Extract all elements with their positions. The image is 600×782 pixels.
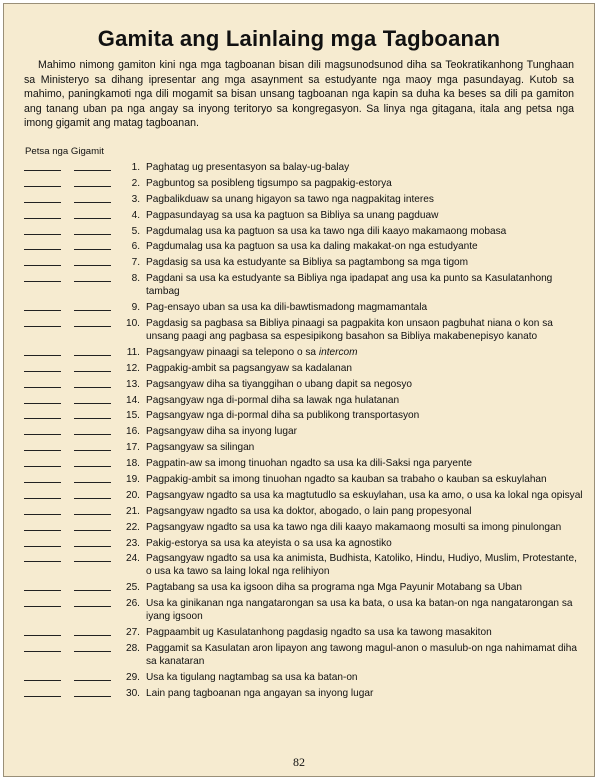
date-blank-1[interactable] [24, 642, 61, 652]
item-number: 13. [125, 378, 140, 390]
date-blank-2[interactable] [74, 209, 111, 219]
date-blank-2[interactable] [74, 317, 111, 327]
date-blank-2[interactable] [74, 642, 111, 652]
worksheet-page [3, 3, 595, 777]
date-blank-1[interactable] [24, 193, 61, 203]
date-blank-2[interactable] [74, 378, 111, 388]
date-blank-2[interactable] [74, 626, 111, 636]
item-number: 28. [125, 643, 140, 655]
column-label: Petsa nga Gigamit [25, 146, 104, 157]
item-text: Pagpatin-aw sa imong tinuohan ngadto sa usa ka dili-Saksi nga paryente [146, 458, 473, 470]
date-blank-1[interactable] [24, 272, 61, 282]
date-blank-1[interactable] [24, 394, 61, 404]
item-number: 17. [125, 442, 140, 454]
list-item [24, 552, 584, 578]
date-blank-1[interactable] [24, 489, 61, 499]
page-number: 82 [293, 755, 305, 769]
item-text: Pagdasig sa usa ka estudyante sa Bibliya sa pagtambong sa mga tigom [146, 257, 469, 269]
item-text: Pag-ensayo uban sa usa ka dili-bawtismadong magmamantala [146, 302, 428, 314]
date-blank-1[interactable] [24, 473, 61, 483]
item-number: 19. [125, 474, 140, 486]
date-blank-2[interactable] [74, 362, 111, 372]
date-blank-2[interactable] [74, 597, 111, 607]
item-number: 7. [131, 257, 140, 269]
list-item [24, 505, 584, 518]
item-text: Pagdasig sa pagbasa sa Bibliya pinaagi sa pagpakita kon unsaon pagbuhat niana o kon sa unsang paagi ang pagbasa sa espesipikong basahon sa Bibliya makabenepisyo kanato [146, 318, 553, 343]
list-item [24, 597, 584, 623]
list-item [24, 425, 584, 438]
date-blank-2[interactable] [74, 521, 111, 531]
date-blank-2[interactable] [74, 409, 111, 419]
item-number: 24. [125, 553, 140, 565]
item-number: 3. [131, 193, 140, 205]
item-number: 12. [125, 362, 140, 374]
list-item [24, 521, 584, 534]
date-blank-1[interactable] [24, 581, 61, 591]
date-blank-2[interactable] [74, 425, 111, 435]
item-text: Pagdani sa usa ka estudyante sa Bibliya nga ipadapat ang usa ka punto sa Kasulatanhong tambag [146, 273, 553, 298]
item-text: Pagdumalag usa ka pagtuon sa usa ka tawo nga dili kaayo makamaong mobasa [146, 225, 507, 237]
item-number: 26. [125, 598, 140, 610]
list-item [24, 362, 584, 375]
item-number: 14. [125, 394, 140, 406]
date-blank-2[interactable] [74, 240, 111, 250]
date-blank-1[interactable] [24, 552, 61, 562]
item-text: Pagpasundayag sa usa ka pagtuon sa Bibliya sa unang pagduaw [146, 209, 439, 221]
item-text: Lain pang tagboanan nga angayan sa inyong lugar [146, 687, 374, 699]
date-blank-1[interactable] [24, 209, 61, 219]
item-text: Pagpaambit ug Kasulatanhong pagdasig ngadto sa usa ka tawong masakiton [146, 627, 492, 639]
list-item [24, 473, 584, 486]
list-item [24, 687, 584, 700]
item-text: Pagbuntog sa posibleng tigsumpo sa pagpakig-estorya [146, 177, 392, 189]
item-number: 2. [131, 177, 140, 189]
item-text: Pagsangyaw ngadto sa usa ka tawo nga dili kaayo makamaong mosulti sa imong pinulongan [146, 521, 562, 533]
date-blank-1[interactable] [24, 177, 61, 187]
list-item [24, 378, 584, 391]
date-blank-1[interactable] [24, 671, 61, 681]
date-blank-2[interactable] [74, 177, 111, 187]
assignment-list [24, 161, 584, 703]
date-blank-1[interactable] [24, 362, 61, 372]
item-text: Pagpakig-ambit sa imong tinuohan ngadto sa kauban sa trabaho o kauban sa eskuylahan [146, 474, 547, 486]
date-blank-1[interactable] [24, 626, 61, 636]
list-item [24, 489, 584, 502]
list-item [24, 256, 584, 269]
list-item [24, 346, 584, 359]
list-item [24, 581, 584, 594]
item-text: Pagsangyaw pinaagi sa telepono o sa intercom [146, 346, 358, 358]
list-item [24, 457, 584, 470]
date-blank-2[interactable] [74, 346, 111, 356]
item-number: 6. [131, 241, 140, 253]
list-item [24, 161, 584, 174]
item-number: 21. [125, 505, 140, 517]
date-blank-2[interactable] [74, 581, 111, 591]
date-blank-2[interactable] [74, 537, 111, 547]
date-blank-2[interactable] [74, 687, 111, 697]
list-item [24, 441, 584, 454]
item-number: 11. [126, 346, 140, 358]
list-item [24, 671, 584, 684]
item-number: 29. [125, 671, 140, 683]
item-text: Pagsangyaw ngadto sa usa ka magtutudlo sa eskuylahan, usa ka amo, o usa ka lokal nga opisyal [146, 489, 583, 501]
item-text: Pagpakig-ambit sa pagsangyaw sa kadalanan [146, 362, 352, 374]
date-blank-1[interactable] [24, 505, 61, 515]
date-blank-2[interactable] [74, 671, 111, 681]
date-blank-2[interactable] [74, 457, 111, 467]
item-number: 1. [131, 162, 140, 173]
date-blank-1[interactable] [24, 409, 61, 419]
date-blank-2[interactable] [74, 161, 111, 171]
item-number: 23. [125, 537, 140, 549]
item-number: 9. [131, 302, 140, 314]
item-number: 30. [125, 687, 140, 699]
page-title: Gamita ang Lainlaing mga Tagboanan [97, 26, 501, 51]
item-text: Pagsangyaw nga di-pormal diha sa lawak nga hulatanan [146, 394, 400, 406]
list-item [24, 225, 584, 238]
item-text: Pagsangyaw ngadto sa usa ka animista, Budhista, Katoliko, Hindu, Hudiyo, Muslim, Protestante, o usa ka tawo sa laing lokal nga relihiyon [146, 553, 577, 578]
date-blank-2[interactable] [74, 256, 111, 266]
item-number: 20. [125, 489, 140, 501]
list-item [24, 317, 584, 343]
date-blank-1[interactable] [24, 457, 61, 467]
date-blank-2[interactable] [74, 441, 111, 451]
list-item [24, 272, 584, 298]
item-text: Pagdumalag usa ka pagtuon sa usa ka daling makakat-on nga estudyante [146, 241, 478, 253]
item-text: Usa ka ginikanan nga nangatarongan sa usa ka bata, o usa ka batan-on nga nangatarongan sa iyang igsoon [146, 598, 573, 623]
list-item [24, 209, 584, 222]
item-text: Paghatag ug presentasyon sa balay-ug-balay [146, 162, 350, 173]
item-number: 10. [125, 318, 140, 330]
date-blank-1[interactable] [24, 161, 61, 171]
date-blank-1[interactable] [24, 687, 61, 697]
item-number: 16. [125, 426, 140, 438]
list-item [24, 301, 584, 314]
date-blank-2[interactable] [74, 272, 111, 282]
date-blank-2[interactable] [74, 505, 111, 515]
item-text: Pagsangyaw diha sa tiyanggihan o ubang dapit sa negosyo [146, 378, 413, 390]
date-blank-1[interactable] [24, 317, 61, 327]
list-item [24, 537, 584, 550]
date-blank-1[interactable] [24, 301, 61, 311]
item-text: Pagsangyaw nga di-pormal diha sa publikong transportasyon [146, 410, 420, 422]
item-number: 15. [125, 410, 140, 422]
intro-paragraph: Mahimo nimong gamiton kini nga mga tagboanan bisan dili magsunodsunod diha sa Teokratikanhong Tunghaan sa Ministeryo sa dihang ipresentar ang mga asaynment sa estudyante nga maoy mga pasundayag. Kutob sa mahimo, paningkamoti nga dili mogamit sa bisan unsang tagboanan nga kapin sa duha ka beses sa dili pa gamiton ang tanang uban pa nga angay sa inyong teritoryo sa kongregasyon. Sa linya nga gitagana, itala ang petsa nga imong gigamit ang matag tagboanan. [24, 59, 574, 129]
list-item [24, 193, 584, 206]
item-text-emphasis: intercom [318, 346, 358, 358]
date-blank-1[interactable] [24, 597, 61, 607]
date-blank-2[interactable] [74, 552, 111, 562]
item-text: Pagsangyaw sa silingan [146, 442, 255, 454]
item-text: Usa ka tigulang nagtambag sa usa ka batan-on [146, 671, 358, 683]
date-blank-1[interactable] [24, 240, 61, 250]
date-blank-1[interactable] [24, 256, 61, 266]
item-number: 4. [131, 209, 140, 221]
date-blank-1[interactable] [24, 346, 61, 356]
list-item [24, 394, 584, 407]
item-text: Pagbalikduaw sa unang higayon sa tawo nga nagpakitag interes [146, 193, 434, 205]
date-blank-1[interactable] [24, 425, 61, 435]
list-item [24, 409, 584, 422]
date-blank-1[interactable] [24, 521, 61, 531]
date-blank-2[interactable] [74, 225, 111, 235]
item-number: 25. [125, 582, 140, 594]
date-blank-2[interactable] [74, 301, 111, 311]
list-item [24, 177, 584, 190]
list-item [24, 240, 584, 253]
item-text: Pagsangyaw ngadto sa usa ka doktor, abogado, o lain pang propesyonal [146, 505, 472, 517]
item-number: 5. [131, 225, 140, 237]
date-blank-1[interactable] [24, 537, 61, 547]
item-text: Paggamit sa Kasulatan aron lipayon ang tawong magul-anon o masulub-on nga nahimamat diha sa kanataran [146, 643, 577, 668]
item-number: 22. [125, 521, 140, 533]
date-blank-1[interactable] [24, 441, 61, 451]
item-text: Pakig-estorya sa usa ka ateyista o sa usa ka agnostiko [146, 537, 392, 549]
list-item [24, 642, 584, 668]
item-number: 8. [131, 273, 140, 285]
item-number: 27. [125, 627, 140, 639]
item-number: 18. [125, 458, 140, 470]
date-blank-1[interactable] [24, 378, 61, 388]
date-blank-1[interactable] [24, 225, 61, 235]
item-text: Pagsangyaw diha sa inyong lugar [146, 426, 297, 438]
list-item [24, 626, 584, 639]
date-blank-2[interactable] [74, 489, 111, 499]
date-blank-2[interactable] [74, 473, 111, 483]
date-blank-2[interactable] [74, 193, 111, 203]
date-blank-2[interactable] [74, 394, 111, 404]
item-text: Pagtabang sa usa ka igsoon diha sa programa nga Mga Payunir Motabang sa Uban [146, 582, 522, 594]
